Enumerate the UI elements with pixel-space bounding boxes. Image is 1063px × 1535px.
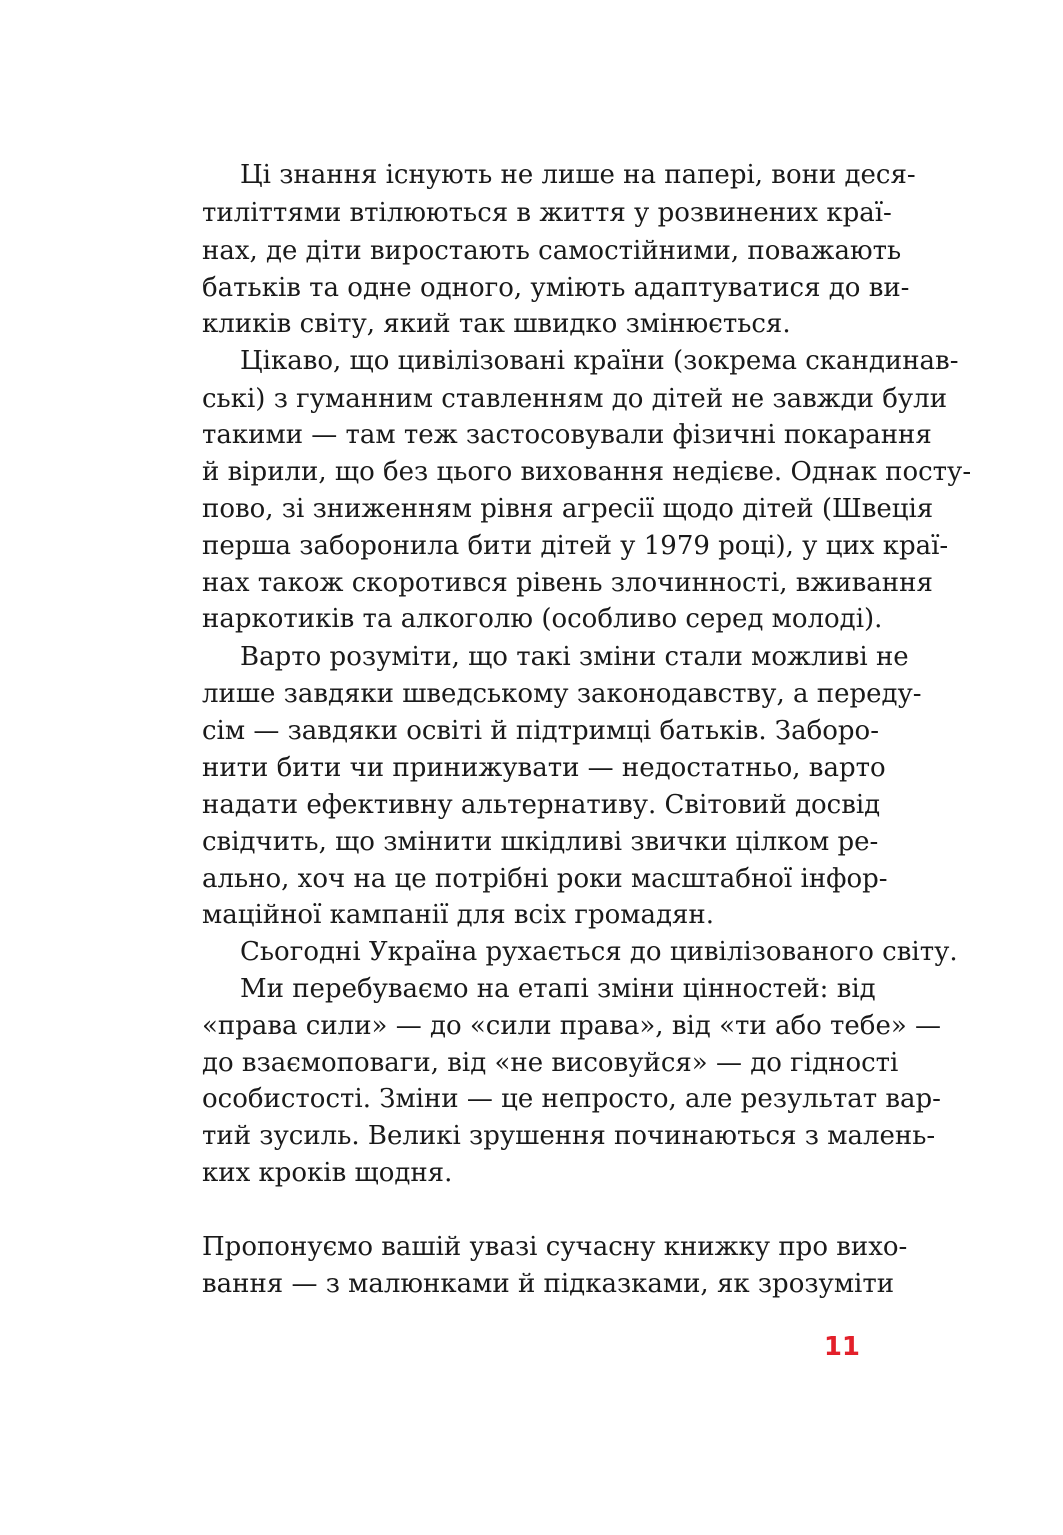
text-line: такими — там теж застосовували фізичні покарання bbox=[202, 420, 932, 450]
text-line: наркотиків та алкоголю (особливо серед молоді). bbox=[202, 604, 883, 634]
text-line: пово, зі зниженням рівня агресії щодо дітей (Швеція bbox=[202, 494, 934, 524]
text-line: Варто розуміти, що такі зміни стали можливі не bbox=[240, 642, 909, 672]
text-line: особистості. Зміни — це непросто, але результат вар- bbox=[202, 1084, 941, 1114]
text-line: перша заборонила бити дітей у 1979 році), у цих краї- bbox=[202, 531, 949, 561]
text-line: нах також скоротився рівень злочинності, вживання bbox=[202, 568, 933, 598]
text-line: батьків та одне одного, уміють адаптуватися до ви- bbox=[202, 273, 910, 303]
text-line: тиліттями втілюються в життя у розвинених краї- bbox=[202, 198, 892, 228]
text-line: Ці знання існують не лише на папері, вони деся- bbox=[240, 160, 916, 190]
text-line: Ми перебуваємо на етапі зміни цінностей: від bbox=[240, 974, 876, 1004]
text-line: Сьогодні Україна рухається до цивілізованого світу. bbox=[240, 937, 958, 967]
text-line: вання — з малюнками й підказками, як зрозуміти bbox=[202, 1269, 895, 1299]
text-line: ські) з гуманним ставленням до дітей не завжди були bbox=[202, 384, 948, 414]
text-line: ких кроків щодня. bbox=[202, 1158, 453, 1188]
text-line: Цікаво, що цивілізовані країни (зокрема скандинав- bbox=[240, 346, 959, 376]
text-line: маційної кампанії для всіх громадян. bbox=[202, 900, 714, 930]
text-line: нити бити чи принижувати — недостатньо, варто bbox=[202, 753, 886, 783]
text-line: ально, хоч на це потрібні роки масштабної інфор- bbox=[202, 864, 888, 894]
text-line: свідчить, що змінити шкідливі звички цілком ре- bbox=[202, 827, 879, 857]
text-line: лише завдяки шведському законодавству, а переду- bbox=[202, 679, 922, 709]
text-line: нах, де діти виростають самостійними, поважають bbox=[202, 236, 902, 266]
text-line: до взаємоповаги, від «не висовуйся» — до гідності bbox=[202, 1048, 899, 1078]
text-line: кликів світу, який так швидко змінюється. bbox=[202, 309, 791, 339]
text-line: тий зусиль. Великі зрушення починаються з малень- bbox=[202, 1121, 936, 1151]
text-line: сім — завдяки освіті й підтримці батьків. Заборо- bbox=[202, 716, 879, 746]
text-line: й вірили, що без цього виховання недієве. Однак посту- bbox=[202, 457, 972, 487]
text-line: надати ефективну альтернативу. Світовий досвід bbox=[202, 790, 881, 820]
page-number: 11 bbox=[823, 1332, 860, 1362]
text-line: «права сили» — до «сили права», від «ти або тебе» — bbox=[202, 1011, 942, 1041]
text-line: Пропонуємо вашій увазі сучасну книжку про вихо- bbox=[202, 1232, 908, 1262]
